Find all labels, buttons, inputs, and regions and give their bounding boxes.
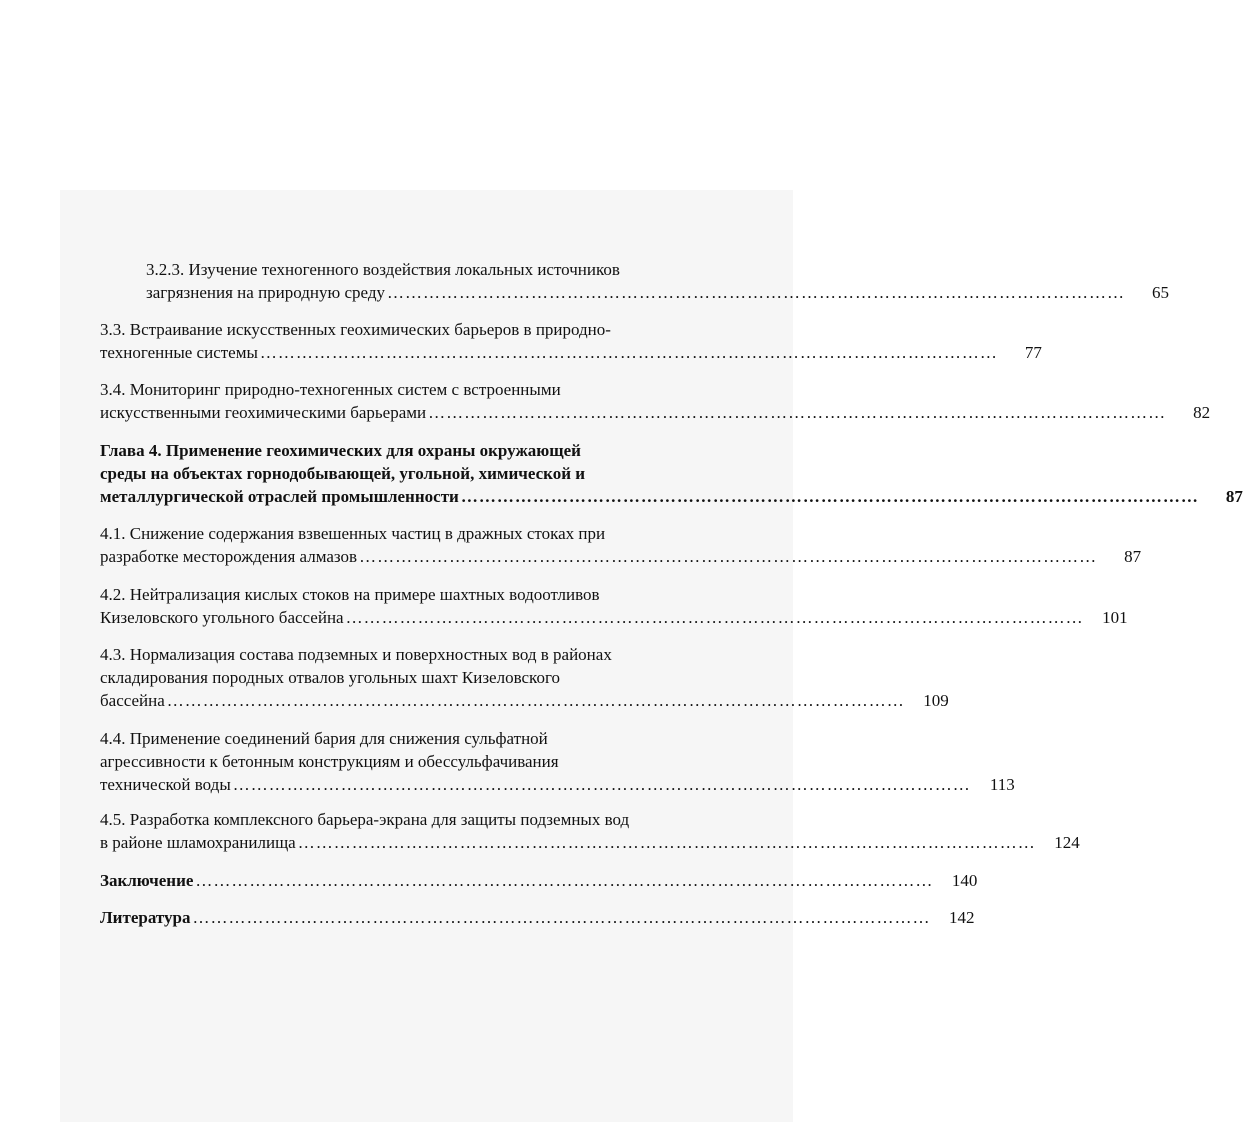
toc-entry-4-4 [100,727,1015,796]
toc-page-number: 142 [948,908,975,927]
toc-page-number: 65 [1152,283,1169,302]
toc-entry-text: разработке месторождения алмазов [100,547,358,566]
toc-entry-3-3 [100,318,1042,364]
toc-entry-4-3 [100,643,949,712]
toc-page-number: 109 [923,691,949,710]
toc-entry-text: Кизеловского угольного бассейна [100,608,344,627]
toc-entry-4-1 [100,522,1142,568]
toc-entry-4-2 [100,583,1128,629]
toc-entry-text: в районе шламохранилища [100,833,296,852]
toc-entry-references [100,906,975,929]
toc-entry-chapter-4 [100,439,1243,508]
toc-page-number: 101 [1102,608,1128,627]
leader-dots: …………………………………………………………………………………………………………… [428,403,1167,422]
toc-entry-text: техногенные системы [100,343,258,362]
toc-entry-text: технической воды [100,775,231,794]
leader-dots: …………………………………………………………………………………………………………… [359,547,1098,566]
toc-entry-text: Глава 4. Применение геохимических для охраны окружающей [100,441,581,460]
leader-dots: …………………………………………………………………………………………………………… [192,908,931,927]
toc-entry-text: 4.4. Применение соединений бария для снижения сульфатной [100,729,548,748]
toc-entry-text: металлургической отраслей промышленности [100,487,459,506]
toc-page-number: 77 [1024,343,1042,362]
leader-dots: …………………………………………………………………………………………………………… [166,691,905,710]
leader-dots: …………………………………………………………………………………………………………… [195,871,934,890]
leader-dots: …………………………………………………………………………………………………………… [460,487,1199,506]
toc-entry-text: 4.3. Нормализация состава подземных и поверхностных вод в районах [100,645,612,664]
toc-entry-text: среды на объектах горнодобывающей, угольной, химической и [100,464,586,483]
toc-entry-text: 3.3. Встраивание искусственных геохимических барьеров в природно- [100,320,611,339]
toc-page-number: 113 [989,775,1015,794]
toc-entry-text: Литература [100,908,191,927]
toc-entry-3-4 [100,378,1211,424]
toc-page-number: 87 [1225,487,1243,506]
leader-dots: …………………………………………………………………………………………………………… [297,833,1036,852]
toc-page-number: 82 [1193,403,1211,422]
toc-entry-conclusion [100,869,978,892]
toc-entry-text: 4.1. Снижение содержания взвешенных частиц в дражных стоках при [100,524,606,543]
toc-page-number: 124 [1054,833,1080,852]
toc-entry-text: 3.4. Мониторинг природно-техногенных систем с встроенными [100,380,561,399]
toc-page-number: 87 [1124,547,1142,566]
leader-dots: …………………………………………………………………………………………………………… [387,283,1125,302]
leader-dots: …………………………………………………………………………………………………………… [345,608,1084,627]
toc-entry-text: 3.2.3. Изучение техногенного воздействия локальных источников [146,260,620,279]
toc-entry-text: 4.2. Нейтрализация кислых стоков на примере шахтных водоотливов [100,585,600,604]
toc-entry-4-5 [100,808,1080,854]
toc-entry-3-2-3 [146,258,1169,304]
toc-entry-text: агрессивности к бетонным конструкциям и обессульфачивания [100,752,559,771]
toc-page-number: 140 [951,871,978,890]
leader-dots: …………………………………………………………………………………………………………… [259,343,998,362]
leader-dots: …………………………………………………………………………………………………………… [232,775,971,794]
toc-entry-text: бассейна [100,691,165,710]
toc-entry-text: 4.5. Разработка комплексного барьера-экрана для защиты подземных вод [100,810,630,829]
toc-entry-text: загрязнения на природную среду [146,283,385,302]
toc-entry-text: складирования породных отвалов угольных шахт Кизеловского [100,668,561,687]
toc-entry-text: искусственными геохимическими барьерами [100,403,427,422]
toc-entry-text: Заключение [100,871,194,890]
